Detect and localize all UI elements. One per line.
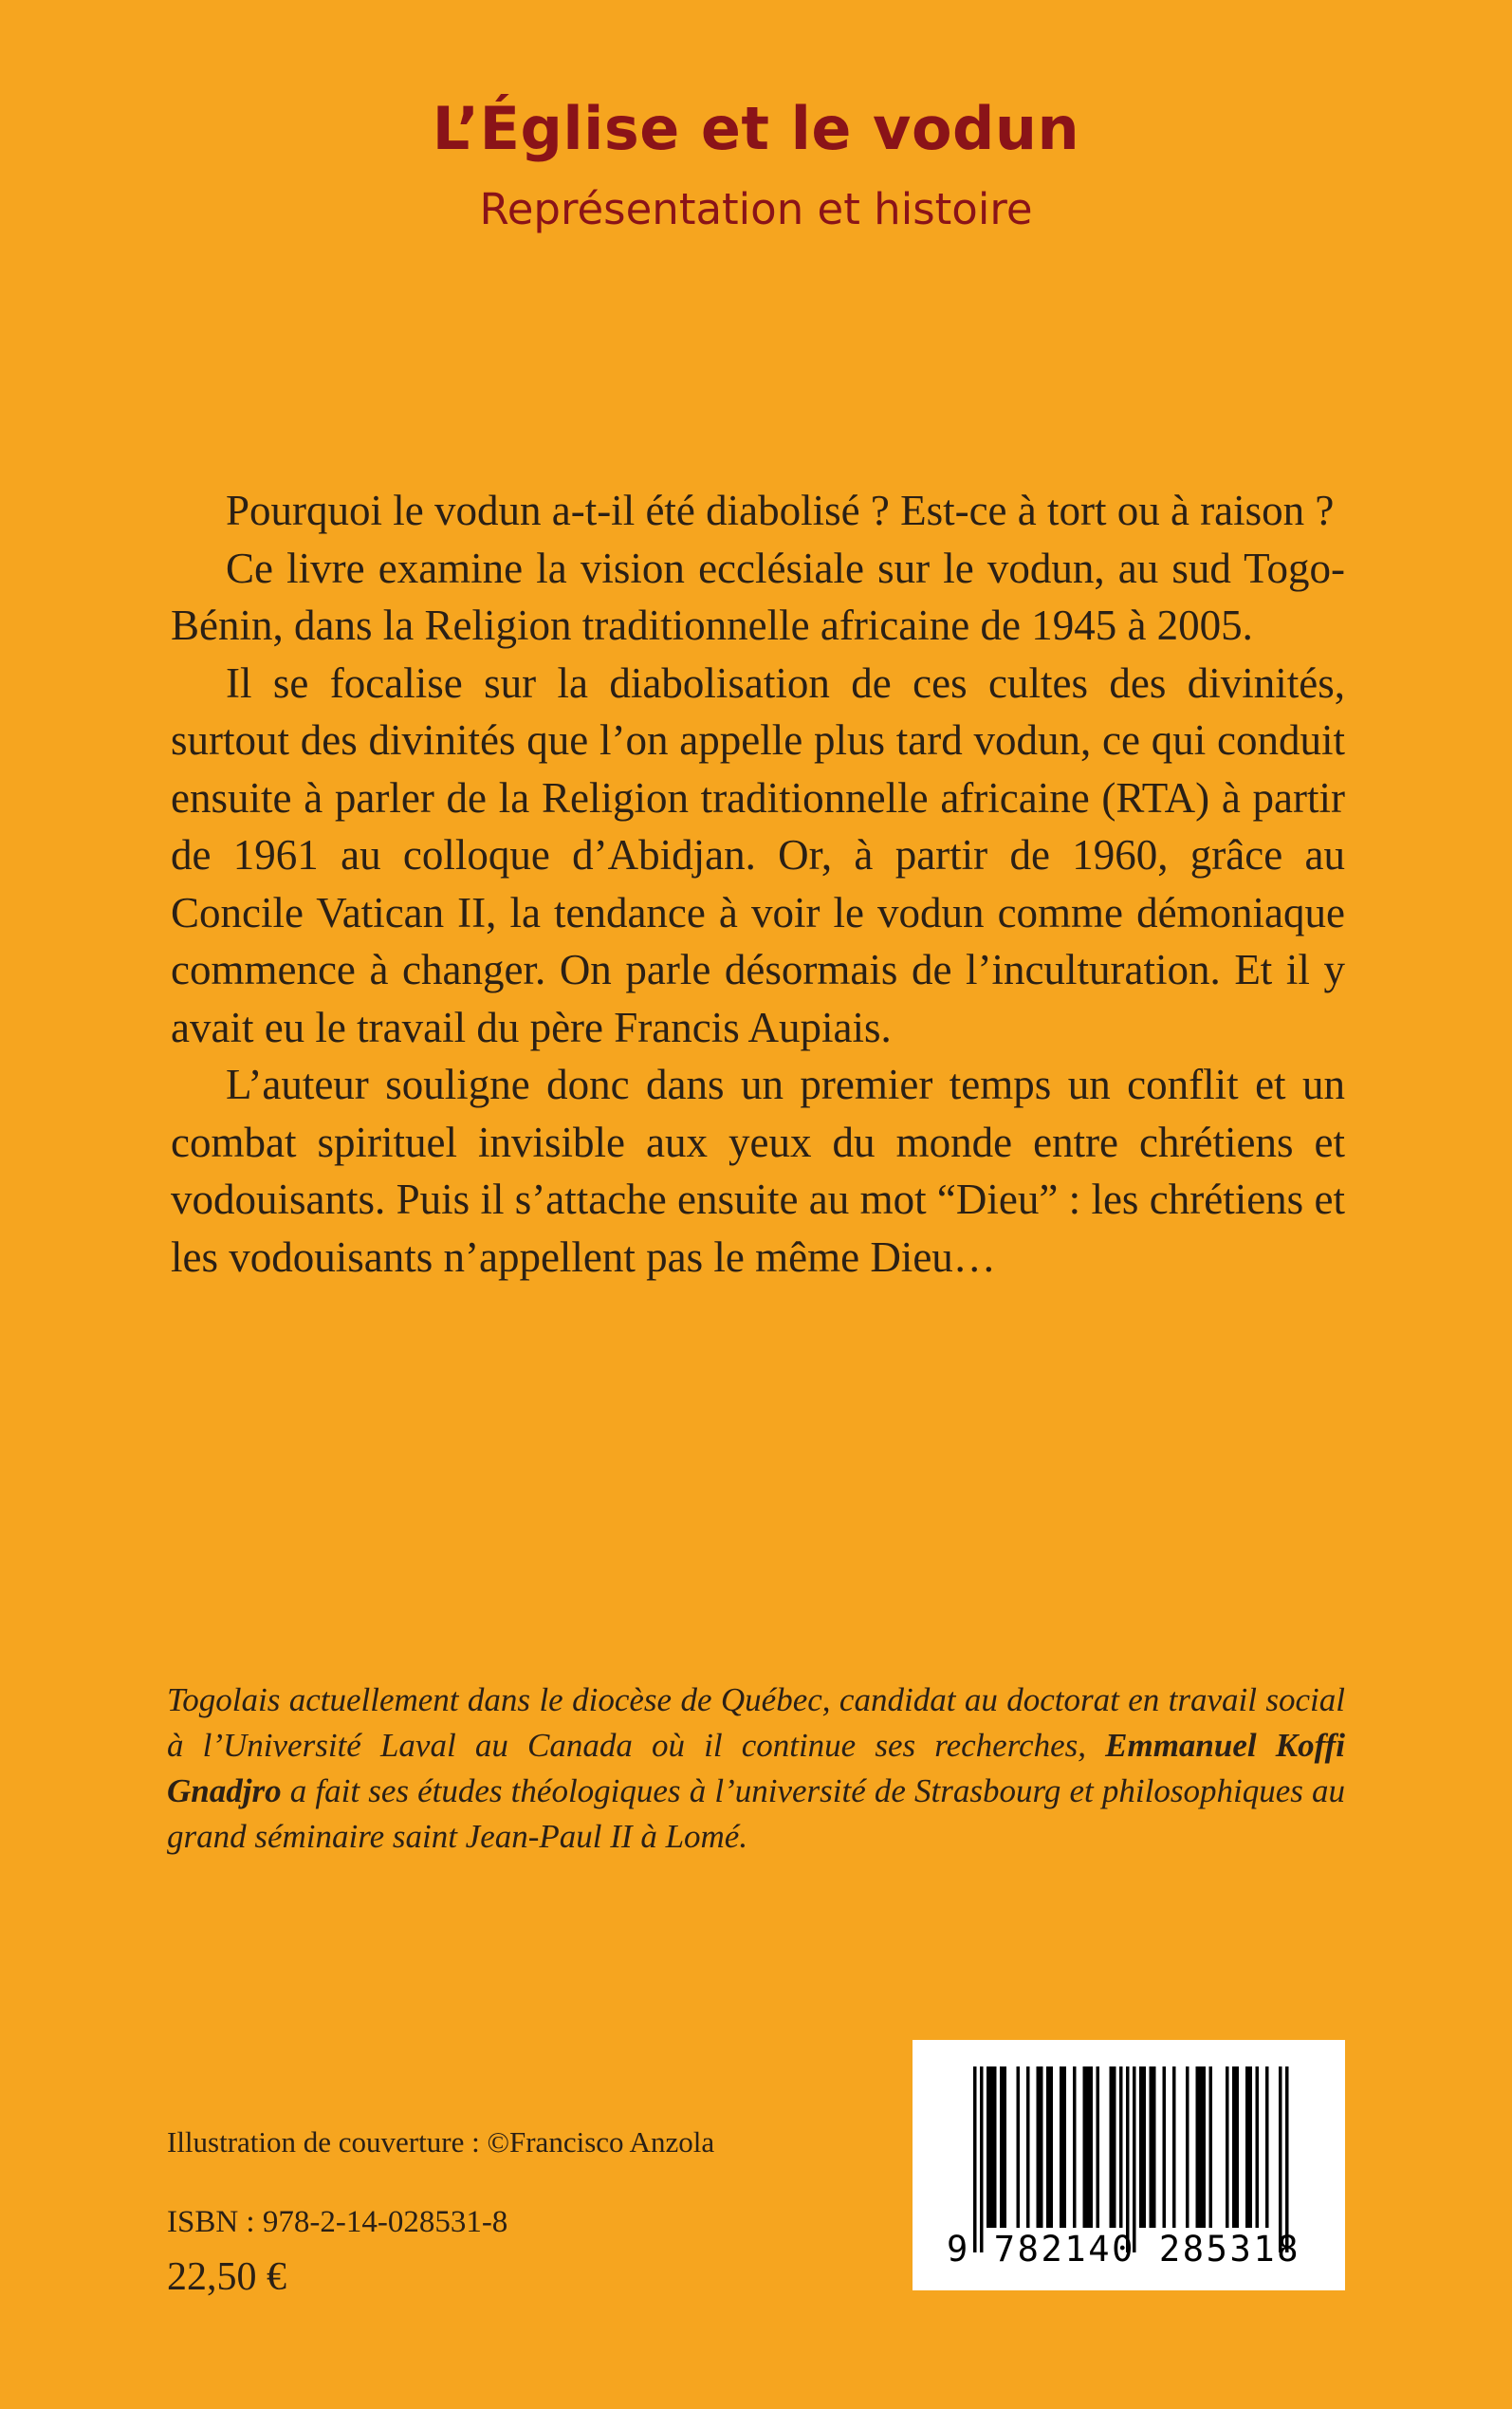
barcode-bar — [1046, 2066, 1050, 2228]
author-bio — [167, 1677, 1345, 1860]
barcode-bar — [1060, 2066, 1063, 2228]
barcode-bar — [1119, 2066, 1123, 2228]
barcode-bar — [980, 2066, 984, 2252]
barcode-bar — [1037, 2066, 1041, 2228]
summary-paragraph: Pourquoi le vodun a-t-il été diabolisé ? Est-ce à tort ou à raison ? — [226, 487, 1335, 534]
price: 22,50 € — [167, 2255, 286, 2299]
barcode-bar — [1133, 2066, 1136, 2252]
barcode-bar — [990, 2066, 994, 2228]
barcode-bar — [1186, 2066, 1189, 2228]
isbn: ISBN : 978-2-14-028531-8 — [167, 2205, 508, 2239]
barcode-bar — [1113, 2066, 1116, 2228]
barcode-bar — [1203, 2066, 1207, 2228]
author-bio-intro: Togolais actuellement dans le diocèse de Québec, candidat au doctorat en travail social à l’Université Laval au Canada où il continue ses recherches, — [167, 1681, 1345, 1764]
illustration-credit: Illustration de couverture : ©Francisco Anzola — [167, 2125, 715, 2159]
barcode-bar — [1236, 2066, 1240, 2228]
barcode-bar — [1000, 2066, 1004, 2228]
barcode-bar — [1245, 2066, 1249, 2228]
barcode-bar — [1050, 2066, 1054, 2228]
book-subtitle: Représentation et histoire — [479, 184, 1033, 234]
barcode-bar — [1090, 2066, 1094, 2228]
barcode-bar — [1279, 2066, 1282, 2252]
barcode-bar — [1232, 2066, 1236, 2228]
barcode-bar — [1126, 2066, 1130, 2252]
summary-text — [171, 482, 1345, 1286]
barcode-bar — [1086, 2066, 1090, 2228]
barcode-bar — [1083, 2066, 1087, 2228]
book-title: L’Église et le vodun — [432, 94, 1080, 163]
barcode-bar — [1040, 2066, 1043, 2228]
barcode-bar — [1209, 2066, 1213, 2228]
barcode-bar — [1152, 2066, 1156, 2228]
summary-paragraph: L’auteur souligne donc dans un premier temps un conflit et un combat spirituel invisible aux yeux du monde entre chrétiens et vodouisants. Puis il s’attache ensuite au mot “Dieu” : les chrétiens et les vodouisants n’appellent pas le même Dieu… — [171, 1061, 1345, 1281]
barcode-bar — [1196, 2066, 1200, 2228]
barcode-bar — [1172, 2066, 1176, 2228]
barcode-bar — [1265, 2066, 1269, 2228]
author-bio-paragraph — [167, 1677, 1345, 1860]
barcode-bar — [1026, 2066, 1030, 2228]
barcode-bar — [986, 2066, 990, 2228]
barcode-bar — [973, 2066, 977, 2252]
barcode-bar — [1097, 2066, 1100, 2228]
summary-paragraph: Il se focalise sur la diabolisation de ces cultes des divinités, surtout des divinités que l’on appelle plus tard vodun, ce qui conduit ensuite à parler de la Religion traditionnelle africaine (RTA) à partir de 1961 au colloque d’Abidjan. Or, à partir de 1960, grâce au Concile Vatican II, la tendance à voir le vodun comme démoniaque commence à changer. On parle désormais de l’inculturation. Et il y avait eu le travail du père Francis Aupiais. — [171, 658, 1345, 1051]
barcode-bar — [993, 2066, 997, 2228]
summary-paragraph: Ce livre examine la vision ecclésiale sur le vodun, au sud Togo-Bénin, dans la Religion traditionnelle africaine de 1945 à 2005. — [171, 544, 1345, 649]
barcode-bar — [1256, 2066, 1260, 2228]
barcode-bar — [1004, 2066, 1007, 2228]
barcode-bar — [1143, 2066, 1147, 2228]
barcode-box — [913, 2040, 1345, 2290]
barcode-bar — [1017, 2066, 1021, 2228]
barcode-bar — [1073, 2066, 1077, 2228]
author-bio-rest: a fait ses études théologiques à l’université de Strasbourg et philosophiques au grand séminaire saint Jean-Paul II à Lomé. — [167, 1772, 1345, 1855]
barcode-digits: 9 782140 285318 — [947, 2229, 1301, 2270]
author-name: Emmanuel Koffi Gnadjro — [167, 1727, 1345, 1809]
barcode-bar — [1163, 2066, 1167, 2228]
barcode-bar — [1150, 2066, 1153, 2228]
barcode-bar — [1063, 2066, 1067, 2228]
barcode-bar — [1249, 2066, 1253, 2228]
barcode-bar — [1285, 2066, 1289, 2252]
barcode-bar — [1226, 2066, 1229, 2228]
barcode-bar — [1139, 2066, 1143, 2228]
barcode-bar — [1199, 2066, 1203, 2228]
barcode-bar — [1110, 2066, 1114, 2228]
